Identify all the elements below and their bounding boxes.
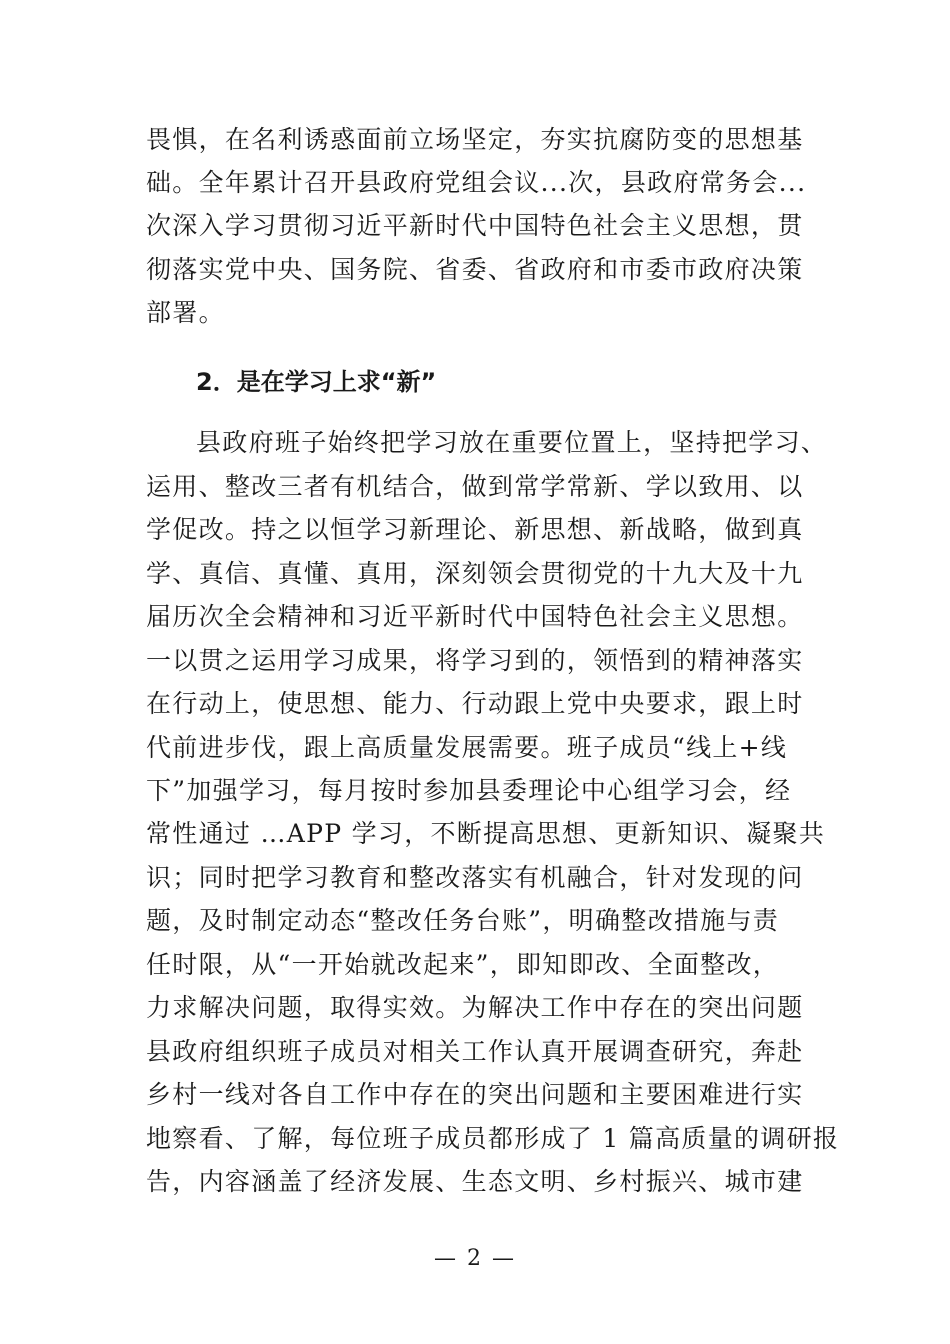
- paragraph-2-line: 力求解决问题，取得实效。为解决工作中存在的突出问题: [146, 993, 804, 1022]
- page-number: — 2 —: [434, 1246, 516, 1271]
- paragraph-1-line: 彻落实党中央、国务院、省委、省政府和市委市政府决策: [146, 255, 804, 284]
- paragraph-1-line: 次深入学习贯彻习近平新时代中国特色社会主义思想，贯: [146, 211, 804, 240]
- paragraph-1-line: 畏惧，在名利诱惑面前立场坚定，夯实抗腐防变的思想基: [146, 125, 804, 154]
- paragraph-2-line: 运用、整改三者有机结合，做到常学常新、学以致用、以: [146, 472, 804, 501]
- paragraph-2-line: 届历次全会精神和习近平新时代中国特色社会主义思想。: [146, 602, 804, 631]
- paragraph-2-line: 乡村一线对各自工作中存在的突出问题和主要困难进行实: [146, 1080, 804, 1109]
- paragraph-2-line: 题，及时制定动态“整改任务台账”，明确整改措施与责: [146, 906, 780, 935]
- paragraph-2-line: 一以贯之运用学习成果，将学习到的，领悟到的精神落实: [146, 646, 804, 675]
- paragraph-1-line: 础。全年累计召开县政府党组会议...次，县政府常务会...: [146, 168, 807, 197]
- paragraph-2-line: 代前进步伐，跟上高质量发展需要。班子成员“线上+线: [146, 733, 788, 762]
- paragraph-2-line: 在行动上，使思想、能力、行动跟上党中央要求，跟上时: [146, 689, 804, 718]
- paragraph-2-line: 学促改。持之以恒学习新理论、新思想、新战略，做到真: [146, 515, 804, 544]
- paragraph-2-line: 告，内容涵盖了经济发展、生态文明、乡村振兴、城市建: [146, 1167, 804, 1196]
- paragraph-1-line: 部署。: [146, 298, 225, 327]
- paragraph-2-line: 任时限，从“一开始就改起来”，即知即改、全面整改，: [146, 950, 780, 979]
- paragraph-2-line: 常性通过 …APP 学习，不断提高思想、更新知识、凝聚共: [146, 819, 825, 848]
- section-heading: 2．是在学习上求“新”: [196, 368, 437, 396]
- paragraph-2-line: 下”加强学习，每月按时参加县委理论中心组学习会，经: [146, 776, 792, 805]
- paragraph-2-line: 县政府班子始终把学习放在重要位置上，坚持把学习、: [196, 428, 828, 457]
- paragraph-2-line: 学、真信、真懂、真用，深刻领会贯彻党的十九大及十九: [146, 559, 804, 588]
- paragraph-2-line: 识；同时把学习教育和整改落实有机融合，针对发现的问: [146, 863, 804, 892]
- paragraph-2-line: 地察看、了解，每位班子成员都形成了 1 篇高质量的调研报: [146, 1124, 840, 1153]
- paragraph-2-line: 县政府组织班子成员对相关工作认真开展调查研究，奔赴: [146, 1037, 804, 1066]
